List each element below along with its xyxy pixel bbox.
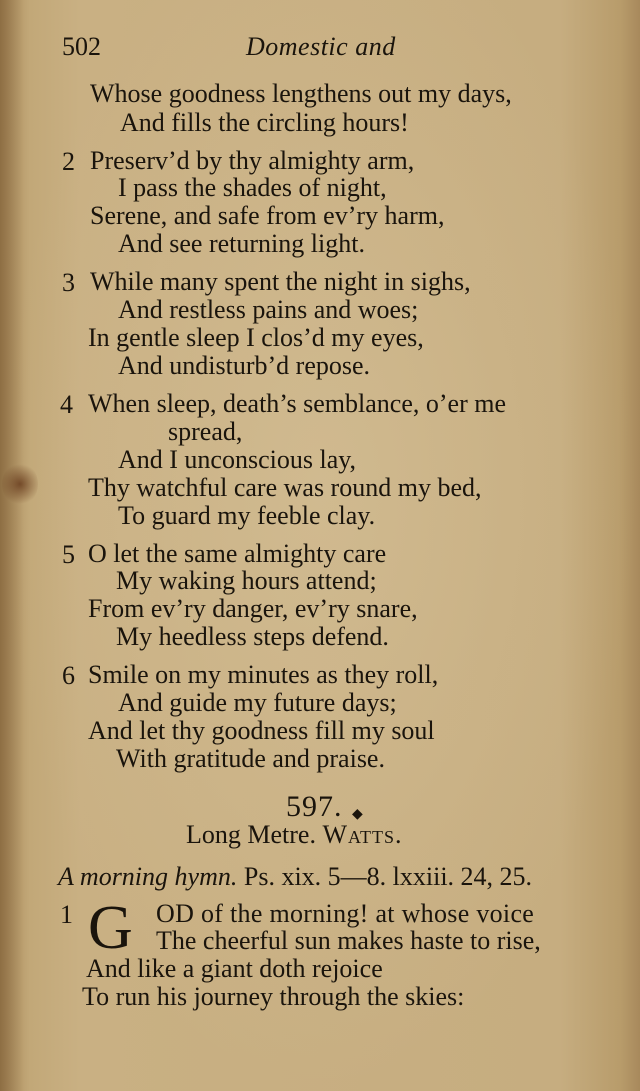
verse-line: My heedless steps defend. xyxy=(116,622,389,651)
running-title: Domestic and xyxy=(246,32,396,61)
verse-line: Preserv’d by thy almighty arm, xyxy=(90,146,415,175)
verse-line: Smile on my minutes as they roll, xyxy=(88,660,439,689)
stanza-number: 1 xyxy=(60,900,73,929)
stanza-number: 6 xyxy=(62,661,75,690)
verse-line: To run his journey through the skies: xyxy=(82,982,465,1011)
verse-line: The cheerful sun makes haste to rise, xyxy=(156,926,541,955)
verse-line: With gratitude and praise. xyxy=(116,744,385,773)
verse-line: OD of the morning! at whose voice xyxy=(156,899,535,928)
verse-line: While many spent the night in sighs, xyxy=(90,267,471,296)
verse-line: And guide my future days; xyxy=(118,688,397,717)
verse-line: To guard my feeble clay. xyxy=(118,501,376,530)
verse-line: When sleep, death’s semblance, o’er me xyxy=(88,389,506,418)
verse-line: And like a giant doth rejoice xyxy=(86,954,383,983)
stanza-number: 4 xyxy=(60,390,73,419)
drop-cap: G xyxy=(88,894,133,962)
hymn-subtitle xyxy=(58,862,532,892)
hymn-title: A morning hymn. xyxy=(58,862,238,891)
stanza-number: 3 xyxy=(62,268,75,297)
verse-line: Serene, and safe from ev’ry harm, xyxy=(90,201,445,230)
verse-line: In gentle sleep I clos’d my eyes, xyxy=(88,323,424,352)
page-stain xyxy=(2,462,38,506)
meter-heading xyxy=(186,820,403,850)
verse-line: And see returning light. xyxy=(118,229,365,258)
stanza-number: 2 xyxy=(62,147,75,176)
verse-line: O let the same almighty care xyxy=(88,539,387,568)
verse-line: Thy watchful care was round my bed, xyxy=(88,473,482,502)
verse-line: From ev’ry danger, ev’ry snare, xyxy=(88,594,418,623)
verse-line: I pass the shades of night, xyxy=(118,173,387,202)
scripture-reference: Ps. xix. 5—8. lxxiii. 24, 25. xyxy=(243,862,533,891)
meter-label: Long Metre. xyxy=(186,820,316,849)
verse-line: My waking hours attend; xyxy=(116,566,377,595)
verse-line: spread, xyxy=(168,417,243,446)
verse-line: And fills the circling hours! xyxy=(120,108,409,137)
spine-shadow xyxy=(0,0,24,1091)
ornament-icon: ◆ xyxy=(352,807,363,822)
verse-line: Whose goodness lengthens out my days, xyxy=(90,79,512,108)
page-number: 502 xyxy=(62,32,101,61)
stanza-number: 5 xyxy=(62,540,75,569)
verse-line: And restless pains and woes; xyxy=(118,295,419,324)
hymn-number: 597. xyxy=(286,790,343,823)
verse-line: And let thy goodness fill my soul xyxy=(88,716,435,745)
verse-line: And undisturb’d repose. xyxy=(118,351,371,380)
verse-line: And I unconscious lay, xyxy=(118,445,357,474)
author-name: Watts. xyxy=(322,820,403,849)
